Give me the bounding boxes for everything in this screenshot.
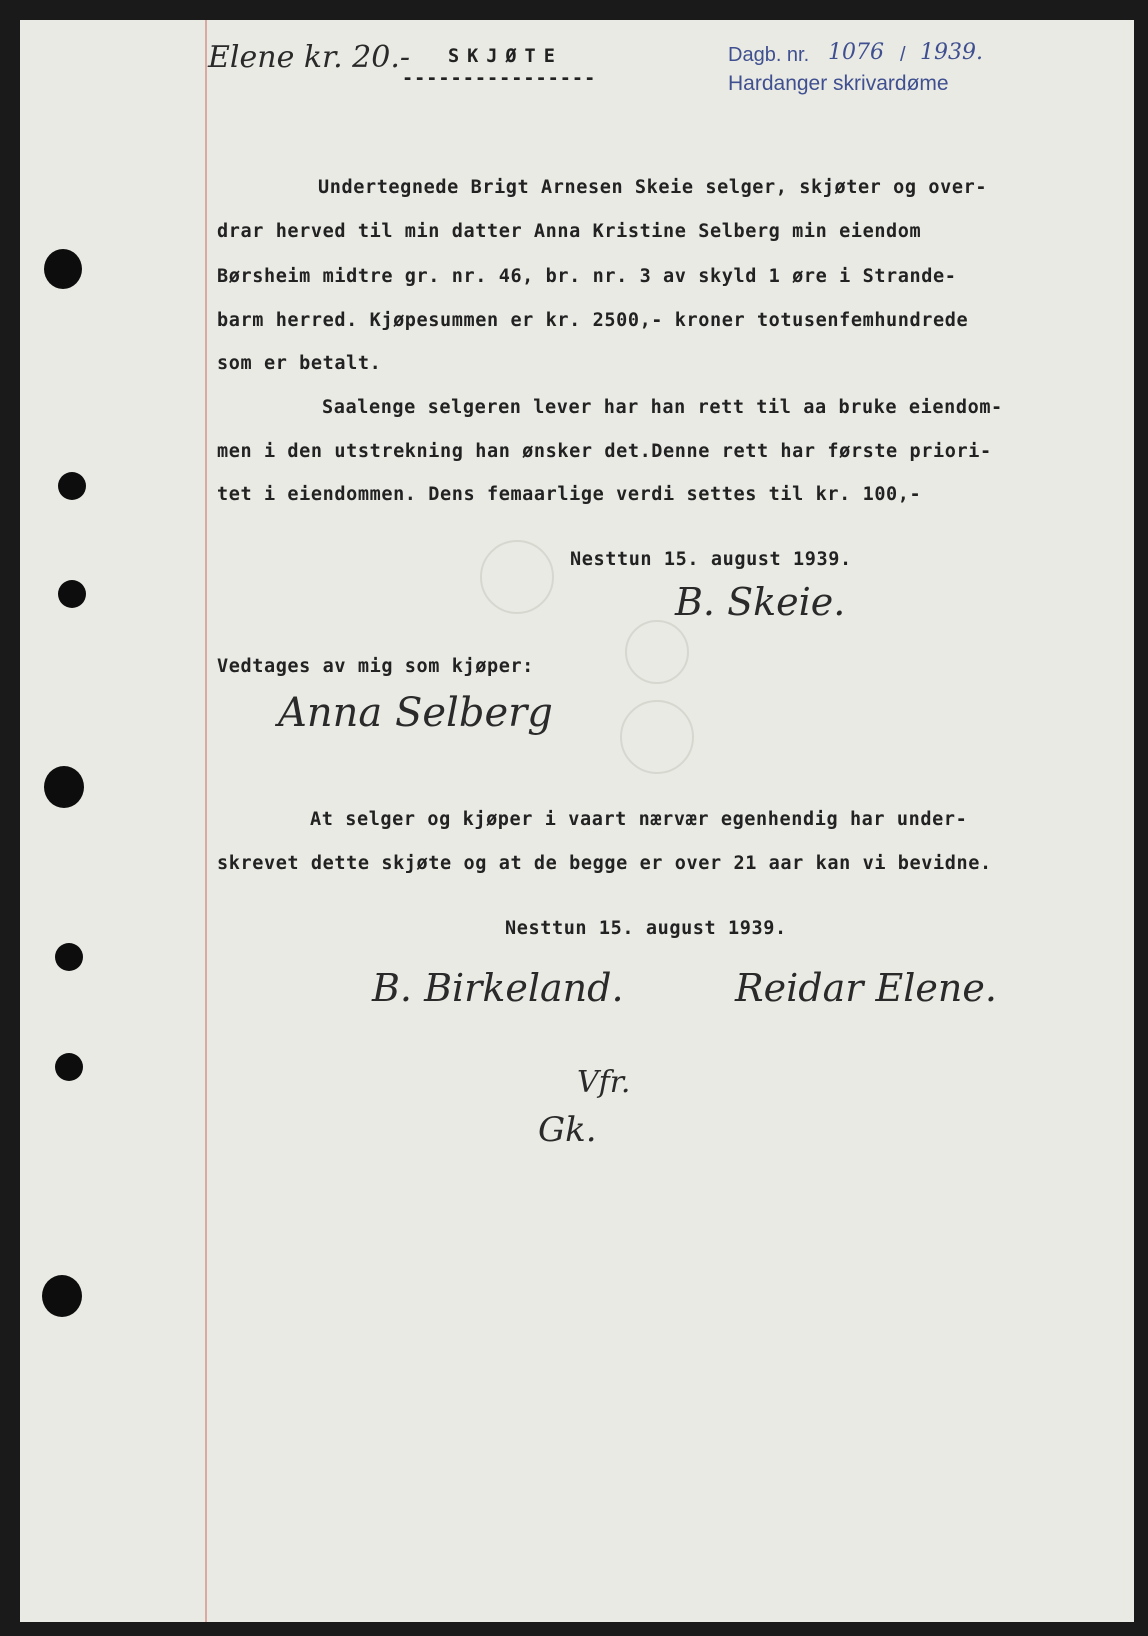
bleed-through-mark [620, 700, 694, 774]
handwritten-note: Gk. [538, 1110, 597, 1150]
punch-hole [55, 1053, 83, 1081]
body-line: Saalenge selgeren lever har han rett til aa bruke eiendom- [322, 397, 1003, 418]
body-line: drar herved til min datter Anna Kristine Selberg min eiendom [217, 221, 922, 242]
title-underline: ---------------- [402, 68, 597, 89]
stamp-prefix: Dagb. nr. [728, 44, 810, 66]
place-date: Nesttun 15. august 1939. [570, 549, 852, 570]
punch-hole [55, 943, 83, 971]
punch-hole [42, 1275, 82, 1317]
stamp-office: Hardanger skrivardøme [728, 72, 949, 95]
witness-line: At selger og kjøper i vaart nærvær egenhendig har under- [310, 809, 968, 830]
buyer-signature: Anna Selberg [278, 690, 553, 736]
body-line: tet i eiendommen. Dens femaarlige verdi settes til kr. 100,- [217, 484, 922, 505]
witness-line: skrevet dette skjøte og at de begge er over 21 aar kan vi bevidne. [217, 853, 992, 874]
body-line: barm herred. Kjøpesummen er kr. 2500,- kroner totusenfemhundrede [217, 310, 969, 331]
document-title: SKJØTE [448, 46, 563, 67]
margin-rule [205, 20, 207, 1622]
witness-signature: B. Birkeland. [372, 966, 624, 1010]
body-line: som er betalt. [217, 353, 382, 374]
place-date: Nesttun 15. august 1939. [505, 918, 787, 939]
document-page [20, 20, 1134, 1622]
buyer-acceptance: Vedtages av mig som kjøper: [217, 656, 534, 677]
body-line: Undertegnede Brigt Arnesen Skeie selger, skjøter og over- [318, 177, 988, 198]
bleed-through-mark [625, 620, 689, 684]
margin-note: Elene kr. 20.- [208, 40, 411, 75]
bleed-through-mark [480, 540, 554, 614]
punch-hole [44, 249, 82, 289]
body-line: Børsheim midtre gr. nr. 46, br. nr. 3 av skyld 1 øre i Strande- [217, 266, 957, 287]
body-line: men i den utstrekning han ønsker det.Denne rett har første priori- [217, 441, 992, 462]
witness-signature: Reidar Elene. [735, 966, 997, 1010]
stamp-separator: / [900, 44, 906, 66]
handwritten-note: Vfr. [577, 1065, 631, 1100]
seller-signature: B. Skeie. [675, 580, 846, 624]
punch-hole [44, 766, 84, 808]
punch-hole [58, 472, 86, 500]
stamp-number: 1076 [828, 40, 884, 65]
stamp-year: 1939. [920, 40, 983, 65]
punch-hole [58, 580, 86, 608]
